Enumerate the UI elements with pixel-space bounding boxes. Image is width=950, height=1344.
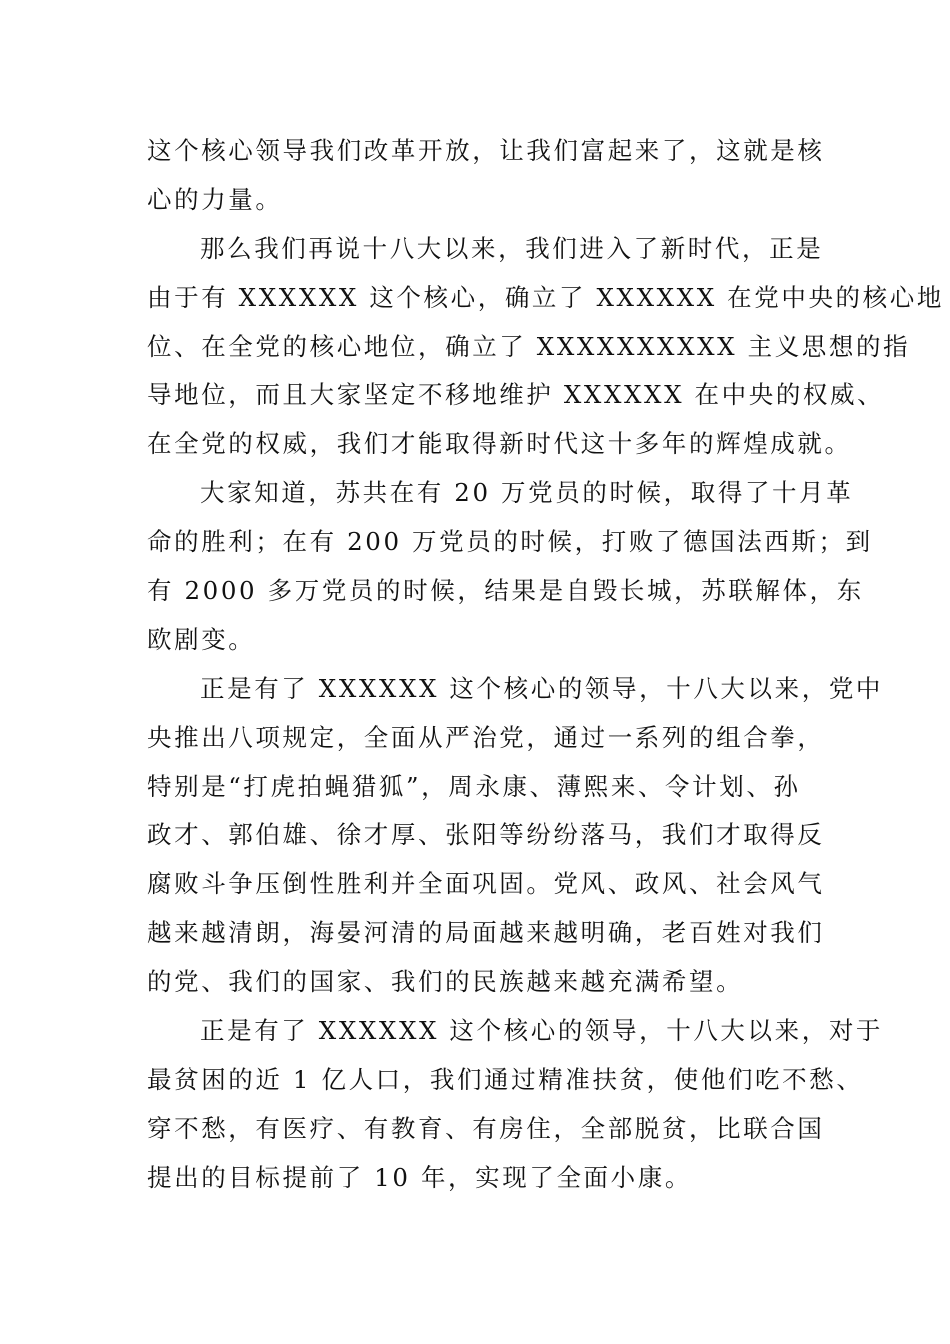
text-line: 导地位，而且大家坚定不移地维护 XXXXXX 在中央的权威、 <box>147 380 885 410</box>
text-line: 那么我们再说十八大以来，我们进入了新时代，正是 <box>200 233 824 263</box>
text-line: 由于有 XXXXXX 这个核心，确立了 XXXXXX 在党中央的核心地 <box>147 282 944 312</box>
text-line: 特别是“打虎拍蝇猎狐”，周永康、薄熙来、令计划、孙 <box>147 771 801 801</box>
text-line: 有 2000 多万党员的时候，结果是自毁长城，苏联解体，东 <box>147 576 864 606</box>
document-body <box>147 127 944 1203</box>
text-line: 命的胜利；在有 200 万党员的时候，打败了德国法西斯；到 <box>147 527 873 557</box>
text-line: 正是有了 XXXXXX 这个核心的领导，十八大以来，党中 <box>200 673 884 703</box>
text-line: 腐败斗争压倒性胜利并全面巩固。党风、政风、社会风气 <box>147 869 825 899</box>
text-line: 这个核心领导我们改革开放，让我们富起来了，这就是核 <box>147 136 825 165</box>
text-line: 政才、郭伯雄、徐才厚、张阳等纷纷落马，我们才取得反 <box>147 820 825 850</box>
paragraph-3 <box>147 469 873 665</box>
text-line: 大家知道，苏共在有 20 万党员的时候，取得了十月革 <box>200 478 854 508</box>
text-line: 越来越清朗，海晏河清的局面越来越明确，老百姓对我们 <box>147 918 825 948</box>
text-line: 心的力量。 <box>147 184 283 214</box>
text-line: 的党、我们的国家、我们的民族越来越充满希望。 <box>147 967 744 997</box>
text-line: 在全党的权威，我们才能取得新时代这十多年的辉煌成就。 <box>147 429 852 459</box>
text-line: 央推出八项规定，全面从严治党，通过一系列的组合拳， <box>147 722 825 752</box>
text-line: 欧剧变。 <box>147 624 256 654</box>
paragraph-2 <box>147 225 944 469</box>
text-line: 提出的目标提前了 10 年，实现了全面小康。 <box>147 1162 692 1192</box>
text-line: 正是有了 XXXXXX 这个核心的领导，十八大以来，对于 <box>200 1016 884 1046</box>
text-line: 穿不愁，有医疗、有教育、有房住，全部脱贫，比联合国 <box>147 1113 825 1143</box>
text-line: 最贫困的近 1 亿人口，我们通过精准扶贫，使他们吃不愁、 <box>147 1064 864 1094</box>
paragraph-5 <box>147 1007 884 1203</box>
paragraph-1 <box>147 127 825 225</box>
text-line: 位、在全党的核心地位，确立了 XXXXXXXXXX 主义思想的指 <box>147 331 911 361</box>
paragraph-4 <box>147 665 884 1007</box>
